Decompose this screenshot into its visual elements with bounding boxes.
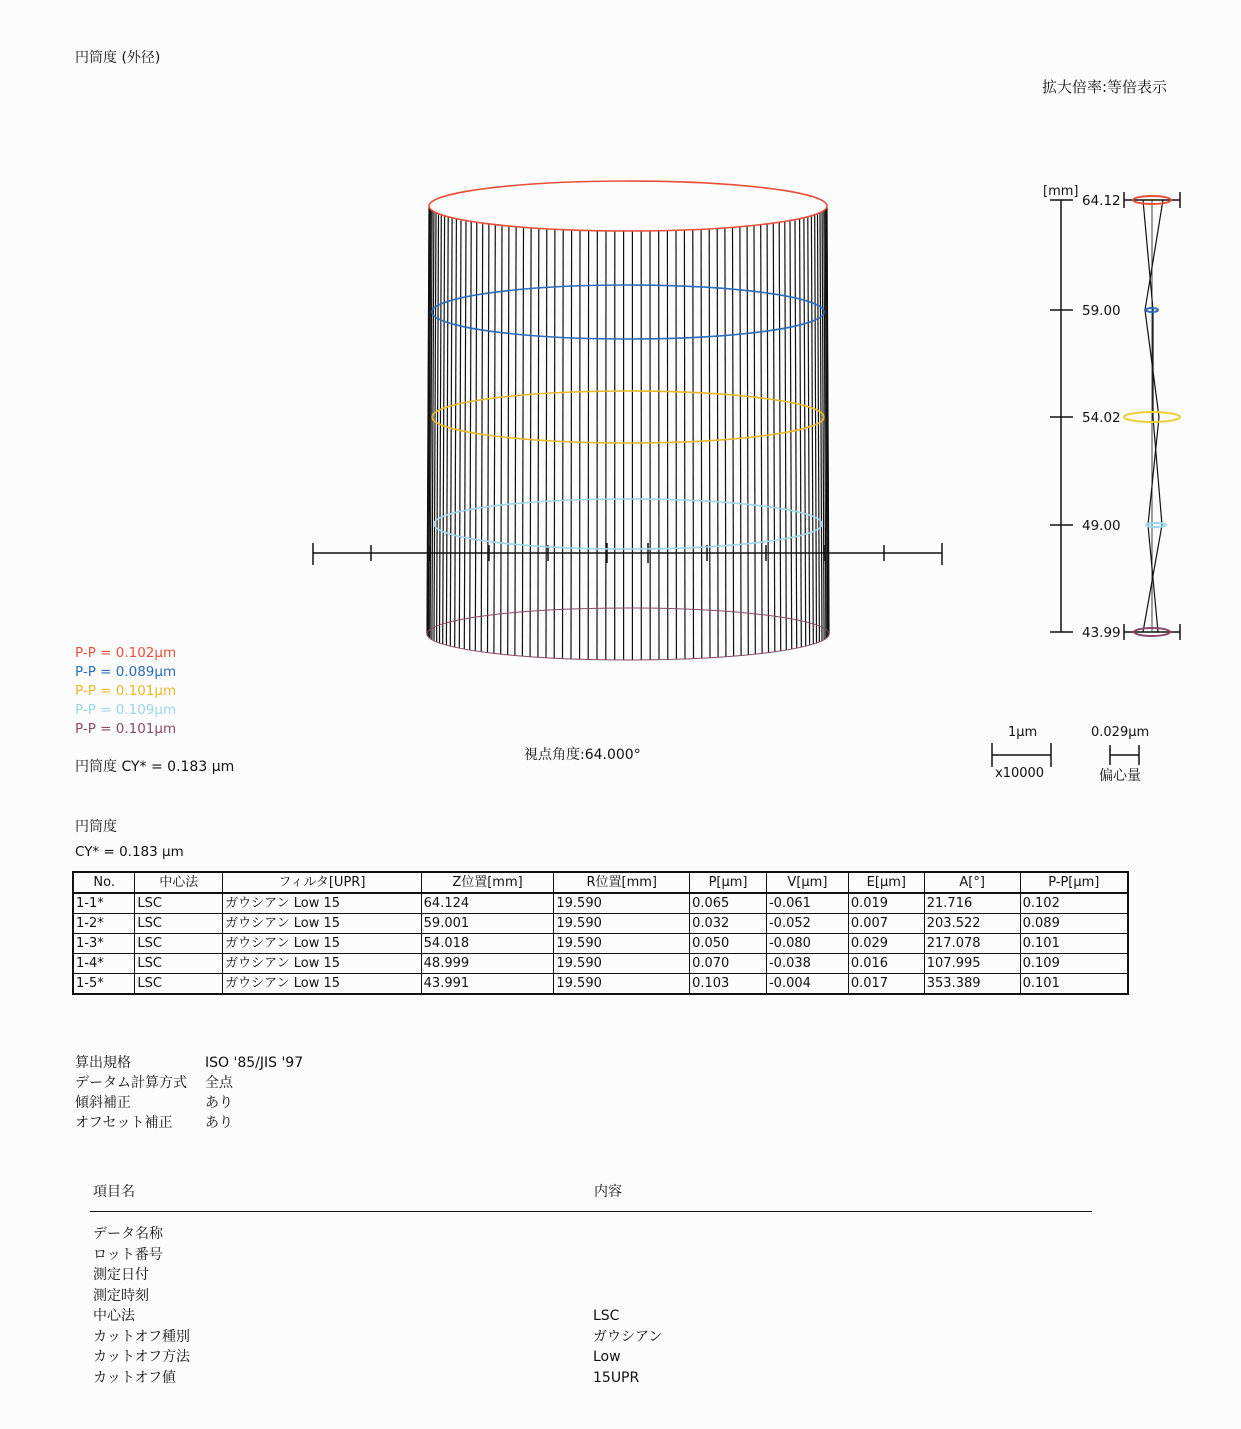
cylinder-generator-lines (427, 206, 829, 660)
table-row (73, 914, 1128, 934)
table-cell: -0.061 (766, 893, 848, 914)
table-cell: 0.007 (848, 914, 924, 934)
table-row (73, 974, 1128, 995)
page-title: 円筒度 (外径) (75, 50, 161, 66)
table-cell: 19.590 (554, 954, 690, 974)
z-axis-unit: [mm] (1043, 184, 1079, 199)
cylinder-line (761, 225, 762, 654)
cylinder-line (563, 230, 564, 659)
table-cell: 0.089 (1020, 914, 1128, 934)
table-cell: 203.522 (924, 914, 1020, 934)
table-cell: 1-1* (73, 893, 135, 914)
table-cell: 1-3* (73, 934, 135, 954)
table-cell: 0.101 (1020, 934, 1128, 954)
column-header: R位置[mm] (554, 872, 690, 893)
pp-legend-item: P-P = 0.101μm (75, 721, 177, 737)
cylinder-line (434, 213, 436, 641)
table-cell: 353.389 (924, 974, 1020, 995)
results-table (72, 871, 1129, 995)
param-row (75, 1093, 303, 1113)
z-axis-tick-label: 59.00 (1082, 303, 1121, 319)
info-row (93, 1306, 662, 1327)
cylinder-line (455, 219, 457, 648)
table-cell: -0.080 (766, 934, 848, 954)
cylinder-line (488, 224, 489, 653)
cylinder-line (779, 222, 781, 651)
table-cell: 107.995 (924, 954, 1020, 974)
table-header-row (73, 872, 1128, 893)
info-row (93, 1245, 662, 1266)
table-cell: ガウシアン Low 15 (223, 954, 421, 974)
info-row (93, 1347, 662, 1368)
section-ring-1 (429, 181, 827, 231)
pp-legend-item: P-P = 0.101μm (75, 683, 177, 699)
table-cell: 19.590 (554, 934, 690, 954)
cylinder-line (717, 228, 718, 657)
cylinder-line (820, 213, 822, 641)
eccentricity-scale-bar (1110, 745, 1139, 765)
info-key: 中心法 (93, 1308, 135, 1324)
table-cell: 1-5* (73, 974, 135, 995)
param-row (75, 1113, 303, 1133)
table-cell: -0.038 (766, 954, 848, 974)
table-cell: 0.065 (690, 893, 767, 914)
table-cell: 0.017 (848, 974, 924, 995)
cylinder-line (440, 215, 442, 643)
table-row (73, 893, 1128, 914)
param-key: オフセット補正 (75, 1115, 173, 1131)
param-key: データム計算方式 (75, 1075, 187, 1091)
column-header: E[μm] (848, 872, 924, 893)
table-cell: 0.019 (848, 893, 924, 914)
eccentricity-value: 0.029μm (1091, 725, 1150, 740)
column-header: A[°] (924, 872, 1020, 893)
column-header: P[μm] (690, 872, 767, 893)
cylinder-line (815, 215, 817, 643)
pp-legend-item: P-P = 0.109μm (75, 702, 177, 718)
info-list (93, 1224, 662, 1388)
info-header-content: 内容 (594, 1184, 622, 1200)
section-title: 円筒度 (75, 819, 117, 835)
param-row (75, 1073, 303, 1093)
cylinder-line (800, 219, 802, 648)
info-key: 測定時刻 (93, 1287, 149, 1304)
cylinder-line (790, 221, 792, 650)
table-cell: 1-2* (73, 914, 135, 934)
cylinder-line (767, 224, 768, 653)
cylinder-line (522, 227, 523, 656)
cylinder-line (571, 230, 572, 659)
section-ring-3 (432, 391, 824, 443)
table-cell: ガウシアン Low 15 (223, 974, 421, 995)
cylinder-line (818, 214, 820, 642)
table-cell: ガウシアン Low 15 (223, 914, 421, 934)
info-value: LSC (593, 1308, 620, 1324)
table-cell: LSC (135, 893, 223, 914)
param-key: 傾斜補正 (75, 1095, 131, 1111)
table-cell: LSC (135, 934, 223, 954)
cylinder-line (785, 221, 787, 650)
table-row (73, 934, 1128, 954)
view-angle-label: 視点角度:64.000° (524, 747, 641, 763)
cylinder-line (740, 227, 741, 656)
cylinder-line (725, 228, 726, 657)
table-cell: 19.590 (554, 893, 690, 914)
info-value: 15UPR (593, 1369, 640, 1386)
table-cell: 0.050 (690, 934, 767, 954)
horizontal-scale (313, 543, 942, 565)
table-cell: 217.078 (924, 934, 1020, 954)
cylinder-line (501, 225, 502, 654)
z-axis-tick-label: 54.02 (1082, 410, 1121, 426)
table-cell: 0.103 (690, 974, 767, 995)
z-axis-tick-label: 64.12 (1082, 193, 1121, 209)
cylinder-line (515, 227, 516, 656)
pp-legend-item: P-P = 0.089μm (75, 664, 177, 680)
param-value: あり (205, 1115, 233, 1131)
info-row (93, 1265, 662, 1286)
table-cell: 0.109 (1020, 954, 1128, 974)
cylinder-line (733, 227, 734, 656)
table-cell: -0.052 (766, 914, 848, 934)
info-value: ガウシアン (593, 1328, 663, 1345)
table-cell: 0.032 (690, 914, 767, 934)
column-header: P-P[μm] (1020, 872, 1128, 893)
cylinder-line (437, 214, 439, 642)
section-cylindricity-value: CY* = 0.183 μm (75, 844, 184, 860)
cylinder-line (754, 225, 755, 654)
z-axis-tick-label: 49.00 (1082, 518, 1121, 534)
param-value: あり (205, 1095, 233, 1111)
cylinder-line (538, 228, 539, 657)
table-cell: 19.590 (554, 914, 690, 934)
table-cell: 48.999 (421, 954, 554, 974)
section-ring-4 (434, 499, 822, 549)
table-cell: LSC (135, 914, 223, 934)
cylinder-line (795, 220, 797, 648)
table-cell: LSC (135, 974, 223, 995)
info-row (93, 1368, 662, 1389)
table-cell: ガウシアン Low 15 (223, 893, 421, 914)
table-cell: 19.590 (554, 974, 690, 995)
cylinder-line (450, 218, 452, 647)
section-ring-2 (432, 285, 824, 339)
info-value: Low (593, 1349, 621, 1365)
cylinder-line (443, 216, 445, 644)
column-header: V[μm] (766, 872, 848, 893)
table-cell: -0.004 (766, 974, 848, 995)
table-cell: 0.101 (1020, 974, 1128, 995)
cylinder-line (481, 223, 483, 652)
cylinder-line (464, 221, 466, 650)
cylinder-line (811, 216, 813, 644)
scale-unit-label: 1μm (1008, 725, 1038, 740)
table-cell: 0.029 (848, 934, 924, 954)
table-row (73, 954, 1128, 974)
table-cell: 43.991 (421, 974, 554, 995)
info-row (93, 1286, 662, 1307)
cylinder-line (773, 223, 775, 652)
info-header-item: 項目名 (93, 1184, 135, 1200)
scale-multiplier-label: x10000 (995, 766, 1045, 781)
eccentricity-label: 偏心量 (1099, 768, 1141, 784)
pp-legend-item: P-P = 0.102μm (75, 645, 177, 661)
cylinder-line (693, 230, 694, 659)
info-key: カットオフ種別 (93, 1328, 191, 1345)
table-cell: 1-4* (73, 954, 135, 974)
cylinder-line (446, 217, 448, 645)
param-value: ISO '85/JIS '97 (205, 1055, 304, 1071)
cylinder-line (554, 229, 555, 658)
info-key: カットオフ方法 (93, 1349, 191, 1365)
table-cell: 64.124 (421, 893, 554, 914)
table-cell: LSC (135, 954, 223, 974)
column-header: No. (73, 872, 135, 893)
table-cell: 21.716 (924, 893, 1020, 914)
cylinder-line (709, 229, 710, 658)
table-cell: 59.001 (421, 914, 554, 934)
info-key: ロット番号 (93, 1246, 163, 1263)
magnification-label: 拡大倍率:等倍表示 (1042, 78, 1168, 96)
cylinder-line (494, 225, 495, 654)
cylinder-line (684, 230, 685, 659)
info-key: 測定日付 (93, 1267, 149, 1283)
cylinder-line (475, 222, 477, 651)
calculation-parameters (75, 1053, 303, 1133)
param-key: 算出規格 (75, 1055, 131, 1071)
column-header: フィルタ[UPR] (223, 872, 421, 893)
cylinder-line (804, 218, 806, 647)
table-cell: 0.070 (690, 954, 767, 974)
cylinder-line (701, 229, 702, 658)
info-row (93, 1327, 662, 1348)
table-cell: 0.102 (1020, 893, 1128, 914)
table-cell: ガウシアン Low 15 (223, 934, 421, 954)
info-row (93, 1224, 662, 1245)
cylinder-line (546, 229, 547, 658)
param-value: 全点 (205, 1075, 233, 1091)
table-cell: 0.016 (848, 954, 924, 974)
z-axis-tick-label: 43.99 (1082, 625, 1121, 641)
cylinder-line (808, 217, 810, 645)
param-row (75, 1053, 303, 1073)
cylinder-line (459, 220, 461, 648)
magnification-scale-bar (992, 743, 1051, 767)
table-cell: 54.018 (421, 934, 554, 954)
info-divider (90, 1211, 1092, 1212)
info-key: データ名称 (93, 1226, 163, 1242)
cylindricity-summary: 円筒度 CY* = 0.183 μm (75, 759, 235, 775)
column-header: 中心法 (135, 872, 223, 893)
column-header: Z位置[mm] (421, 872, 554, 893)
cylinder-line (530, 228, 531, 657)
info-key: カットオフ値 (93, 1369, 177, 1386)
cylinder-line (470, 221, 472, 650)
